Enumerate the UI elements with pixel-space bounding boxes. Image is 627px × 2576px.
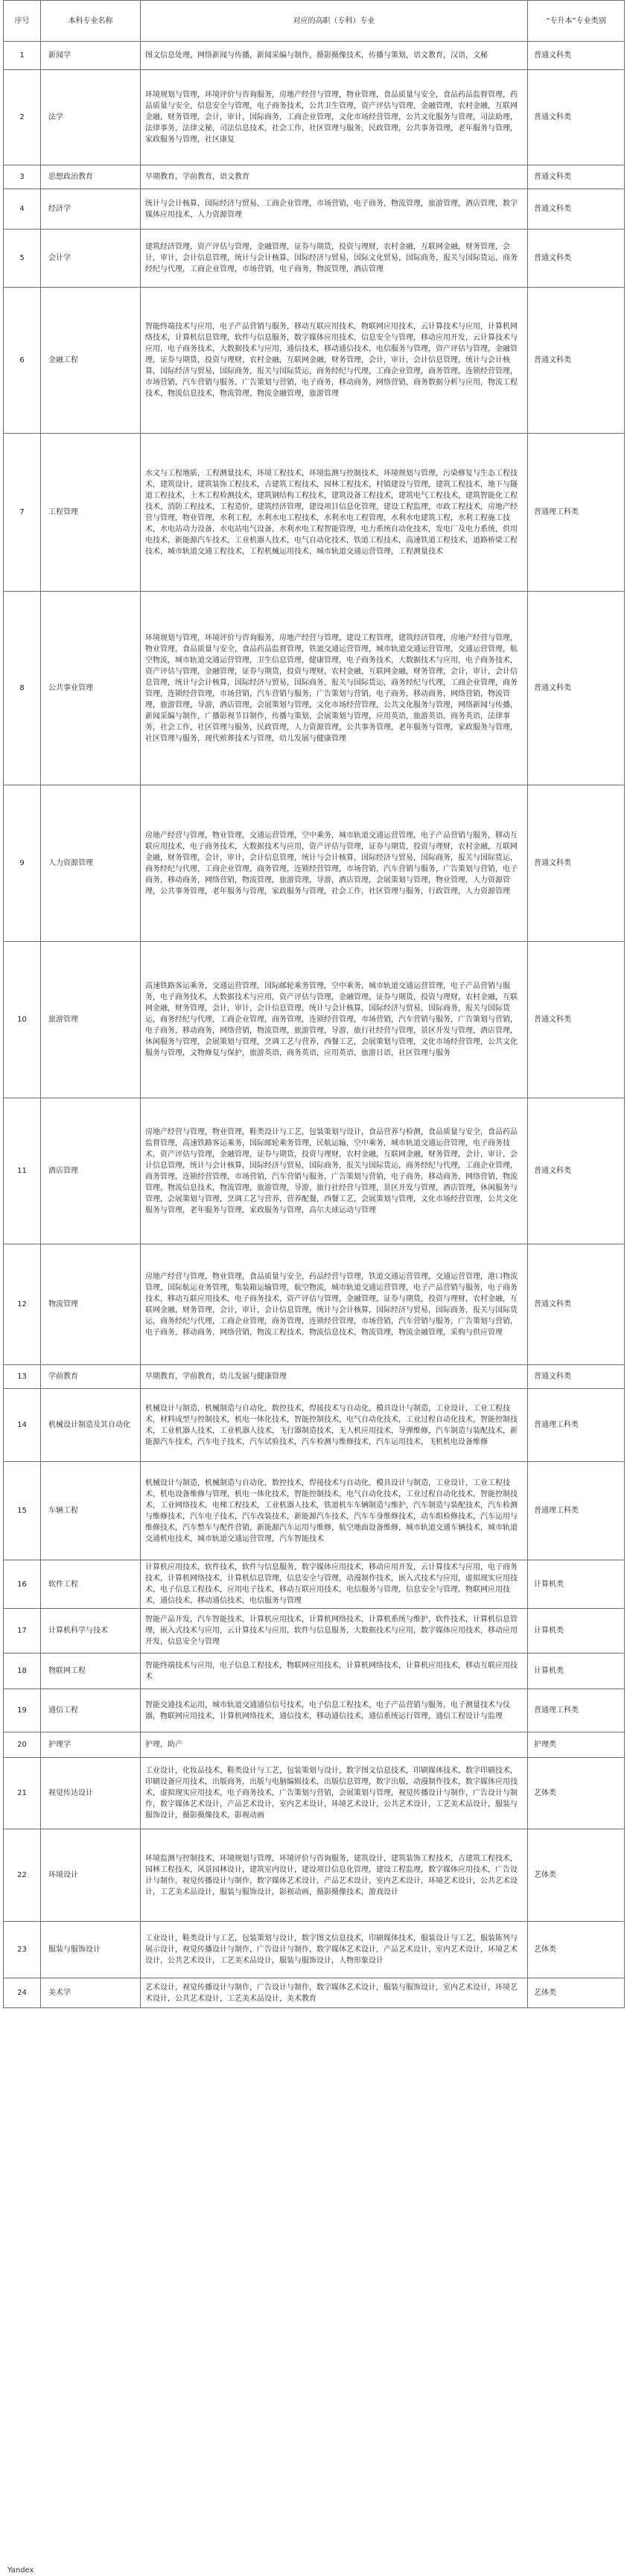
table-row xyxy=(4,1653,625,1689)
table-row xyxy=(4,165,625,189)
row-index-cell: 11 xyxy=(4,1098,41,1244)
row-major-cell: 旅游管理 xyxy=(41,942,141,1098)
table-row xyxy=(4,942,625,1098)
row-index-cell: 1 xyxy=(4,42,41,70)
row-major-cell: 公共事业管理 xyxy=(41,592,141,785)
row-category-cell: 普通文科类 xyxy=(528,165,625,189)
row-major-cell: 物联网工程 xyxy=(41,1653,141,1689)
row-category-cell: 艺体类 xyxy=(528,1829,625,1922)
row-index-cell: 8 xyxy=(4,592,41,785)
row-major-cell: 视觉传达设计 xyxy=(41,1758,141,1829)
row-major-cell: 会计学 xyxy=(41,230,141,288)
table-row xyxy=(4,1560,625,1609)
row-subjects-cell: 环境规划与管理，环境评价与咨询服务，房地产经营与管理，建设工程管理，建筑经济管理，房地产经营与管理，物业管理，食品质量与安全，食品药品监督管理，铁道交通运营管理，城市轨道交通运营管理，交通运营管理，航空物流，城市轨道交通运营管理，卫生信息管理，健康管理，电子商务技术，大数据技术与应用，电子商务技术，资产评估与管理，金融管理，证券与期货，投资与理财，农村金融，互联网金融，财务管理，会计，审计，会计信息管理，统计与会计核算，国际经济与贸易，国际商务，报关与国际货运，商务经纪与代理，工商企业管理，商务管理，连锁经营管理，市场营销，汽车营销与服务，广告策划与营销，电子商务，移动商务，网络营销，物流管理，旅游管理，导游，酒店管理，会展策划与管理，文化市场经营管理，公共文化服务与管理，网络新闻与传播，新闻采编与制作，广播影视节目制作，传播与策划，会展策划与管理，应用英语，旅游英语，商务英语，法律事务，社会工作，社区管理与服务，民政管理，人力资源管理，公共事务管理，老年服务与管理，家政服务与管理，社区管理与服务，现代殡葬技术与管理，幼儿发展与健康管理 xyxy=(141,592,528,785)
row-subjects-cell: 工业设计，化妆品技术，鞋类设计与工艺，包装策划与设计，数字图文信息技术，印刷媒体技术，数字印刷技术，印刷设备应用技术，出版商务，出版与电脑编辑技术，出版信息管理，数字出版，动漫制作技术，数字媒体应用技术，虚拟现实应用技术，电子商务技术，广告策划与营销，会展策划与管理，视觉传播设计与制作，广告设计与制作，数字媒体艺术设计，产品艺术设计，室内艺术设计，环境艺术设计，公共艺术设计，工艺美术品设计，服装与服饰设计，摄影摄像技术，影视动画 xyxy=(141,1758,528,1829)
row-category-cell: 护理类 xyxy=(528,1732,625,1758)
row-index-cell: 17 xyxy=(4,1609,41,1653)
table-row xyxy=(4,1365,625,1389)
row-category-cell: 计算机类 xyxy=(528,1609,625,1653)
row-index-cell: 13 xyxy=(4,1365,41,1389)
table-row xyxy=(4,189,625,230)
row-major-cell: 服装与服饰设计 xyxy=(41,1922,141,1978)
row-category-cell: 普通文科类 xyxy=(528,189,625,230)
document-page xyxy=(3,0,624,2575)
row-category-cell: 普通理工科类 xyxy=(528,1389,625,1462)
row-category-cell: 普通文科类 xyxy=(528,70,625,165)
table-row xyxy=(4,592,625,785)
row-subjects-cell: 智能产品开发，汽车智能技术，计算机应用技术，计算机网络技术，计算机系统与维护，软件技术，计算机信息管理，嵌入式技术与应用，云计算技术与应用，软件与信息服务，大数据技术与应用，数字媒体应用技术，移动应用开发，信息安全与管理 xyxy=(141,1609,528,1653)
row-category-cell: 艺体类 xyxy=(528,1978,625,2008)
row-major-cell: 护理学 xyxy=(41,1732,141,1758)
row-major-cell: 学前教育 xyxy=(41,1365,141,1389)
table-row xyxy=(4,42,625,70)
table-row xyxy=(4,1922,625,1978)
row-subjects-cell: 智能终端技术与应用，电子产品营销与服务，移动互联应用技术，物联网应用技术，云计算技术与应用，计算机网络技术，计算机信息管理，软件与信息服务，数字媒体应用技术，信息安全与管理，移动应用开发，云计算技术与应用，电子商务技术，大数据技术与应用，通信技术，移动通信技术，电信服务与管理，资产评估与管理，金融管理，证券与期货，投资与理财，农村金融，互联网金融，财务管理，会计，审计，会计信息管理，统计与会计核算，国际经济与贸易，国际商务，报关与国际货运，商务经纪与代理，工商企业管理，商务管理，连锁经营管理，市场营销，汽车营销与服务，广告策划与营销，电子商务，移动商务，网络营销，商务数据分析与应用，物流工程技术，物流信息技术，物流管理，物流金融管理，旅游管理 xyxy=(141,288,528,434)
row-category-cell: 普通理工科类 xyxy=(528,434,625,592)
major-correspondence-table xyxy=(3,0,625,2008)
row-major-cell: 软件工程 xyxy=(41,1560,141,1609)
row-subjects-cell: 护理，助产 xyxy=(141,1732,528,1758)
row-category-cell: 普通文科类 xyxy=(528,230,625,288)
row-subjects-cell: 建筑经济管理，资产评估与管理，金融管理，证券与期货，投资与理财，农村金融，互联网金融，财务管理，会计，审计，会计信息管理，统计与会计核算，国际经济与贸易，国际文化贸易，国际商务，报关与国际货运，商务经纪与代理，工商企业管理，市场营销，电子商务，物流管理，酒店管理 xyxy=(141,230,528,288)
header-subjects: 对应的高职（专科）专业 xyxy=(141,1,528,42)
row-index-cell: 18 xyxy=(4,1653,41,1689)
row-major-cell: 车辆工程 xyxy=(41,1462,141,1560)
row-subjects-cell: 智能终端技术与应用，电子信息工程技术，物联网应用技术，计算机网络技术，计算机应用技术，移动互联应用技术 xyxy=(141,1653,528,1689)
table-row xyxy=(4,1978,625,2008)
row-index-cell: 9 xyxy=(4,785,41,942)
row-index-cell: 7 xyxy=(4,434,41,592)
row-category-cell: 普通文科类 xyxy=(528,42,625,70)
table-row xyxy=(4,1732,625,1758)
row-index-cell: 2 xyxy=(4,70,41,165)
table-row xyxy=(4,1609,625,1653)
row-subjects-cell: 统计与会计核算，国际经济与贸易，工商企业管理，市场营销，电子商务，物流管理，旅游管理，酒店管理，数字媒体应用技术，人力资源管理 xyxy=(141,189,528,230)
table-row xyxy=(4,1244,625,1365)
table-row xyxy=(4,1462,625,1560)
row-index-cell: 16 xyxy=(4,1560,41,1609)
row-subjects-cell: 计算机应用技术，软件技术，软件与信息服务，数字媒体应用技术，移动应用开发，云计算技术与应用，电子商务技术，计算机网络技术，计算机信息管理，信息安全与管理，动漫制作技术，嵌入式技术与应用，虚拟现实应用技术，电子信息工程技术，应用电子技术，移动互联应用技术，电信服务与管理，信息安全与管理，物联网应用技术，通信技术，移动通信技术，电信服务与管理 xyxy=(141,1560,528,1609)
row-category-cell: 普通文科类 xyxy=(528,942,625,1098)
table-row xyxy=(4,1829,625,1922)
row-major-cell: 机械设计制造及其自动化 xyxy=(41,1389,141,1462)
row-subjects-cell: 房地产经营与管理，物业管理，鞋类设计与工艺，包装策划与设计，食品营养与检测，食品质量与安全，食品药品监督管理，高速铁路客运乘务，国际邮轮乘务管理，民航运输，空中乘务，城市轨道交通运营管理，电子商务技术，资产评估与管理，金融管理，证券与期货，投资与理财，农村金融，互联网金融，财务管理，会计，审计，会计信息管理，统计与会计核算，国际经济与贸易，国际商务，报关与国际货运，商务经纪与代理，工商企业管理，商务管理，连锁经营管理，市场营销，汽车营销与服务，广告策划与营销，电子商务，移动商务，网络营销，物流管理，物流信息技术，物流管理，旅游管理，导游，旅行社经营与管理，景区开发与管理，酒店管理，休闲服务与管理，会展策划与管理，烹调工艺与营养，营养配餐，西餐工艺，会展策划与管理，文化市场经营管理，公共文化服务与管理，老年服务与管理，家政服务与管理，高尔夫球运动与管理 xyxy=(141,1098,528,1244)
row-index-cell: 3 xyxy=(4,165,41,189)
row-major-cell: 酒店管理 xyxy=(41,1098,141,1244)
row-category-cell: 普通理工科类 xyxy=(528,1462,625,1560)
table-header-row xyxy=(4,1,625,42)
table-row xyxy=(4,70,625,165)
table-row xyxy=(4,288,625,434)
table-row xyxy=(4,785,625,942)
table-row xyxy=(4,1389,625,1462)
row-category-cell: 普通理工科类 xyxy=(528,1689,625,1732)
row-subjects-cell: 房地产经营与管理，物业管理，交通运营管理，空中乘务，城市轨道交通运营管理，电子产品营销与服务，移动互联应用技术，电子商务技术，大数据技术与应用，资产评估与管理，证券与期货，投资与理财，农村金融，互联网金融，财务管理，会计，审计，会计信息管理，统计与会计核算，国际经济与贸易，国际商务，报关与国际货运，商务经纪与代理，工商企业管理，商务管理，连锁经营管理，市场营销，汽车营销与服务，广告策划与营销，电子商务，移动商务，网络营销，物流管理，旅游管理，导游，酒店管理，会展策划与管理，物业管理，人力资源管理，公共事务管理，老年服务与管理，家政服务与管理，社会工作，社区管理与服务，行政管理，人力资源管理 xyxy=(141,785,528,942)
row-index-cell: 6 xyxy=(4,288,41,434)
header-category: “专升本”专业类别 xyxy=(528,1,625,42)
row-subjects-cell: 机械设计与制造，机械制造与自动化，数控技术，焊接技术与自动化，模具设计与制造，工业设计，工业工程技术，机电设备维修与管理，机电一体化技术，智能控制技术，电气自动化技术，工业过程自动化技术，智能控制技术，工业网络技术，电梯工程技术，工业机器人技术，铁道机车车辆制造与维护，汽车制造与装配技术，汽车检测与维修技术，汽车电子技术，汽车改装技术，新能源汽车技术，汽车车身维修技术，动车组检修技术，汽车运用与维修技术，汽车整车与配件营销，新能源汽车运用与维修，航空地面设备维修，城市轨道交通车辆技术，城市轨道交通机电技术，城市轨道交通运营管理，汽车智能技术 xyxy=(141,1462,528,1560)
row-category-cell: 艺体类 xyxy=(528,1758,625,1829)
row-major-cell: 美术学 xyxy=(41,1978,141,2008)
row-category-cell: 普通文科类 xyxy=(528,1098,625,1244)
row-index-cell: 10 xyxy=(4,942,41,1098)
row-subjects-cell: 早期教育，学前教育，语文教育 xyxy=(141,165,528,189)
row-subjects-cell: 高速铁路客运乘务，交通运营管理，国际邮轮乘务管理，空中乘务，城市轨道交通运营管理，电子产品营销与服务，电子商务技术，大数据技术与应用，资产评估与管理，金融管理，证券与期货，投资与理财，农村金融，互联网金融，财务管理，会计，审计，会计信息管理，统计与会计核算，国际经济与贸易，国际商务，报关与国际货运，商务经纪与代理，工商企业管理，商务管理，连锁经营管理，市场营销，汽车营销与服务，广告策划与营销，电子商务，移动商务，网络营销，物流管理，旅游管理，导游，旅行社经营与管理，景区开发与管理，酒店管理，休闲服务与管理，会展策划与管理，烹调工艺与营养，西餐工艺，会展策划与管理，文化市场经营管理，公共文化服务与管理，文物修复与保护，旅游英语，商务英语，应用英语，旅游日语，社区管理与服务 xyxy=(141,942,528,1098)
row-subjects-cell: 环境监测与控制技术，环境规划与管理，环境评价与咨询服务，建筑设计，建筑装饰工程技术，古建筑工程技术，园林工程技术，风景园林设计，建筑室内设计，建设项目信息化管理，建设工程监理，数字媒体应用技术，广告设计与制作，视觉传播设计与制作，数字媒体艺术设计，产品艺术设计，室内艺术设计，环境艺术设计，公共艺术设计，工艺美术品设计，服装与服饰设计，影视动画，摄影摄像技术，游戏设计 xyxy=(141,1829,528,1922)
row-index-cell: 23 xyxy=(4,1922,41,1978)
row-major-cell: 计算机科学与技术 xyxy=(41,1609,141,1653)
row-major-cell: 人力资源管理 xyxy=(41,785,141,942)
row-category-cell: 普通文科类 xyxy=(528,1244,625,1365)
row-subjects-cell: 机械设计与制造，机械制造与自动化，数控技术，焊接技术与自动化，模具设计与制造，工业设计，工业工程技术，材料成型与控制技术，机电一体化技术，智能控制技术，电气自动化技术，工业过程自动化技术，智能控制技术，工业机器人技术，工业机器人技术，飞行器制造技术，无人机应用技术，导弹维修，汽车制造与装配技术，新能源汽车技术，汽车电子技术，汽车试验技术，汽车检测与维修技术，汽车运用技术，飞机机电设备维修 xyxy=(141,1389,528,1462)
row-index-cell: 22 xyxy=(4,1829,41,1922)
row-subjects-cell: 艺术设计，视觉传播设计与制作，广告设计与制作，数字媒体艺术设计，服装与服饰设计，室内艺术设计，环境艺术设计，公共艺术设计，工艺美术品设计，美术教育 xyxy=(141,1978,528,2008)
row-index-cell: 24 xyxy=(4,1978,41,2008)
row-major-cell: 环境设计 xyxy=(41,1829,141,1922)
table-row xyxy=(4,1758,625,1829)
row-subjects-cell: 水文与工程地质，工程测量技术，环境工程技术，环境监测与控制技术，环境规划与管理，污染修复与生态工程技术，建筑设计，建筑装饰工程技术，古建筑工程技术，园林工程技术，村镇建设与管理，建筑工程技术，地下与隧道工程技术，土木工程检测技术，建筑钢结构工程技术，建筑设备工程技术，建筑电气工程技术，建筑智能化工程技术，消防工程技术，工程造价，建筑经济管理，建设项目信息化管理，建设工程监理，市政工程技术，房地产经营与管理，物业管理，水利工程，水利水电工程技术，水利水电工程管理，水利水电建筑工程，水利工程施工技术，水电站动力设备，水电站电气设备，水利水电工程智能管理，电力系统自动化技术，发电厂及电力系统，供用电技术，新能源汽车技术，工业机器人技术，电气自动化技术，铁道工程技术，高速铁道工程技术，道路桥梁工程技术，城市轨道交通工程技术，工程机械运用技术，城市轨道交通运营管理，工程测量技术 xyxy=(141,434,528,592)
row-index-cell: 5 xyxy=(4,230,41,288)
row-major-cell: 法学 xyxy=(41,70,141,165)
table-row xyxy=(4,434,625,592)
row-major-cell: 新闻学 xyxy=(41,42,141,70)
row-major-cell: 金融工程 xyxy=(41,288,141,434)
row-category-cell: 普通文科类 xyxy=(528,1365,625,1389)
table-row xyxy=(4,1689,625,1732)
row-index-cell: 12 xyxy=(4,1244,41,1365)
table-row xyxy=(4,230,625,288)
row-major-cell: 物流管理 xyxy=(41,1244,141,1365)
row-subjects-cell: 智能交通技术运用，城市轨道交通通信信号技术，电子信息工程技术，电子产品营销与服务，电子测量技术与仪器，物联网应用技术，计算机网络技术，通信技术，移动通信技术，通信系统运行管理，通信工程设计与监理 xyxy=(141,1689,528,1732)
row-subjects-cell: 早期教育，学前教育，幼儿发展与健康管理 xyxy=(141,1365,528,1389)
row-category-cell: 普通文科类 xyxy=(528,288,625,434)
row-index-cell: 15 xyxy=(4,1462,41,1560)
row-category-cell: 艺体类 xyxy=(528,1922,625,1978)
row-subjects-cell: 房地产经营与管理，物业管理，食品质量与安全，药品经营与管理，铁道交通运营管理，交通运营管理，港口物流管理，国际航运业务管理，集装箱运输管理，航空物流，城市轨道交通运营管理，电子产品营销与服务，电子商务技术，移动互联应用技术，电子商务技术，资产评估与管理，金融管理，证券与期货，投资与理财，农村金融，互联网金融，财务管理，会计，审计，会计信息管理，统计与会计核算，国际经济与贸易，国际商务，报关与国际货运，商务经纪与代理，工商企业管理，商务管理，连锁经营管理，市场营销，汽车营销与服务，广告策划与营销，电子商务，移动商务，网络营销，物流工程技术，物流信息技术，物流管理，物流金融管理，采购与供应管理 xyxy=(141,1244,528,1365)
row-subjects-cell: 环境规划与管理，环境评价与咨询服务，房地产经营与管理，物业管理，食品质量与安全，食品药品监督管理，药品质量与安全，信息安全与管理，电子商务技术，公共卫生管理，资产评估与管理，金融管理，农村金融，互联网金融，财务管理，会计，审计，国际商务，工商企业管理，文化市场经营管理，公共文化服务与管理，司法助理，法律事务，法律文秘，司法信息技术，社会工作，社区管理与服务，民政管理，公共事务管理，老年服务与管理，家政服务与管理，社区康复 xyxy=(141,70,528,165)
row-category-cell: 普通文科类 xyxy=(528,785,625,942)
row-major-cell: 通信工程 xyxy=(41,1689,141,1732)
row-major-cell: 思想政治教育 xyxy=(41,165,141,189)
table-row xyxy=(4,1098,625,1244)
row-major-cell: 经济学 xyxy=(41,189,141,230)
row-index-cell: 19 xyxy=(4,1689,41,1732)
row-index-cell: 20 xyxy=(4,1732,41,1758)
row-category-cell: 计算机类 xyxy=(528,1560,625,1609)
row-subjects-cell: 工业设计，鞋类设计与工艺，包装策划与设计，数字图文信息技术，印刷媒体技术，服装设计与工艺，服装陈列与展示设计，视觉传播设计与制作，广告设计与制作，数字媒体艺术设计，产品艺术设计，室内艺术设计，环境艺术设计，公共艺术设计，工艺美术品设计，服装与服饰设计，人物形象设计 xyxy=(141,1922,528,1978)
header-major: 本科专业名称 xyxy=(41,1,141,42)
row-category-cell: 计算机类 xyxy=(528,1653,625,1689)
row-index-cell: 21 xyxy=(4,1758,41,1829)
table-body xyxy=(4,42,625,2008)
row-category-cell: 普通文科类 xyxy=(528,592,625,785)
header-index: 序号 xyxy=(4,1,41,42)
row-index-cell: 4 xyxy=(4,189,41,230)
footer-watermark: Yandex xyxy=(7,2566,34,2575)
row-major-cell: 工程管理 xyxy=(41,434,141,592)
row-subjects-cell: 图文信息处理，网络新闻与传播，新闻采编与制作，摄影摄像技术，传播与策划，语文教育，汉语，文秘 xyxy=(141,42,528,70)
row-index-cell: 14 xyxy=(4,1389,41,1462)
